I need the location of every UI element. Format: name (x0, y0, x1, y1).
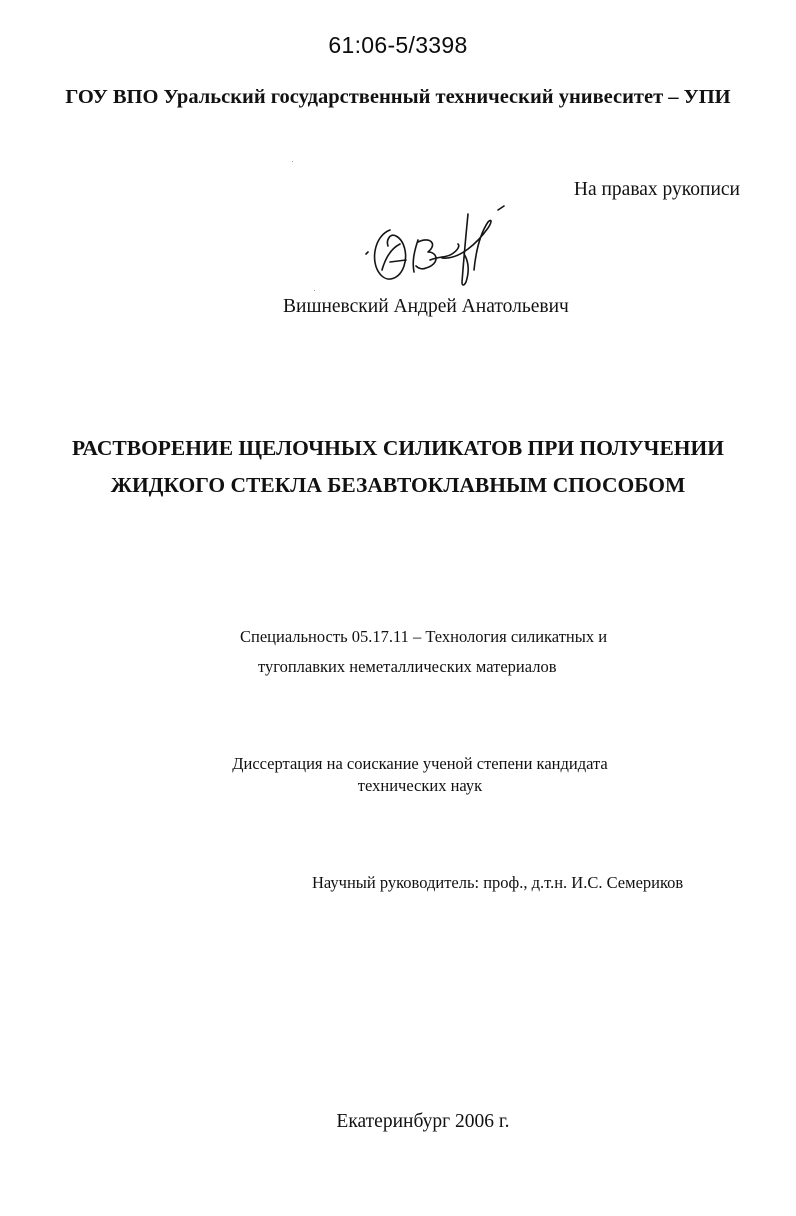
city-year: Екатеринбург 2006 г. (336, 1111, 510, 1132)
author-name: Вишневский Андрей Анатольевич (283, 296, 569, 317)
specialty-line-1: Специальность 05.17.11 – Технология силикатных и (240, 627, 608, 646)
degree-statement (0, 753, 796, 797)
scientific-supervisor: Научный руководитель: проф., д.т.н. И.С. Семериков (312, 873, 684, 892)
degree-line-2: технических наук (357, 776, 483, 795)
institution-name: ГОУ ВПО Уральский государственный технический унивеситет – УПИ (65, 86, 731, 108)
specialty-line-2: тугоплавких неметаллических материалов (258, 657, 557, 676)
manuscript-note: На правах рукописи (573, 179, 740, 200)
dissertation-title (0, 430, 796, 504)
title-line-2: ЖИДКОГО СТЕКЛА БЕЗАВТОКЛАВНЫМ СПОСОБОМ (110, 473, 686, 497)
scan-speck (314, 290, 315, 291)
specialty-block (240, 622, 607, 682)
scan-speck (292, 161, 293, 162)
title-line-1: РАСТВОРЕНИЕ ЩЕЛОЧНЫХ СИЛИКАТОВ ПРИ ПОЛУЧЕНИИ (72, 436, 724, 460)
catalog-number: 61:06-5/3398 (328, 32, 468, 58)
signature-icon (360, 200, 520, 296)
degree-line-1: Диссертация на соискание ученой степени кандидата (232, 754, 608, 773)
